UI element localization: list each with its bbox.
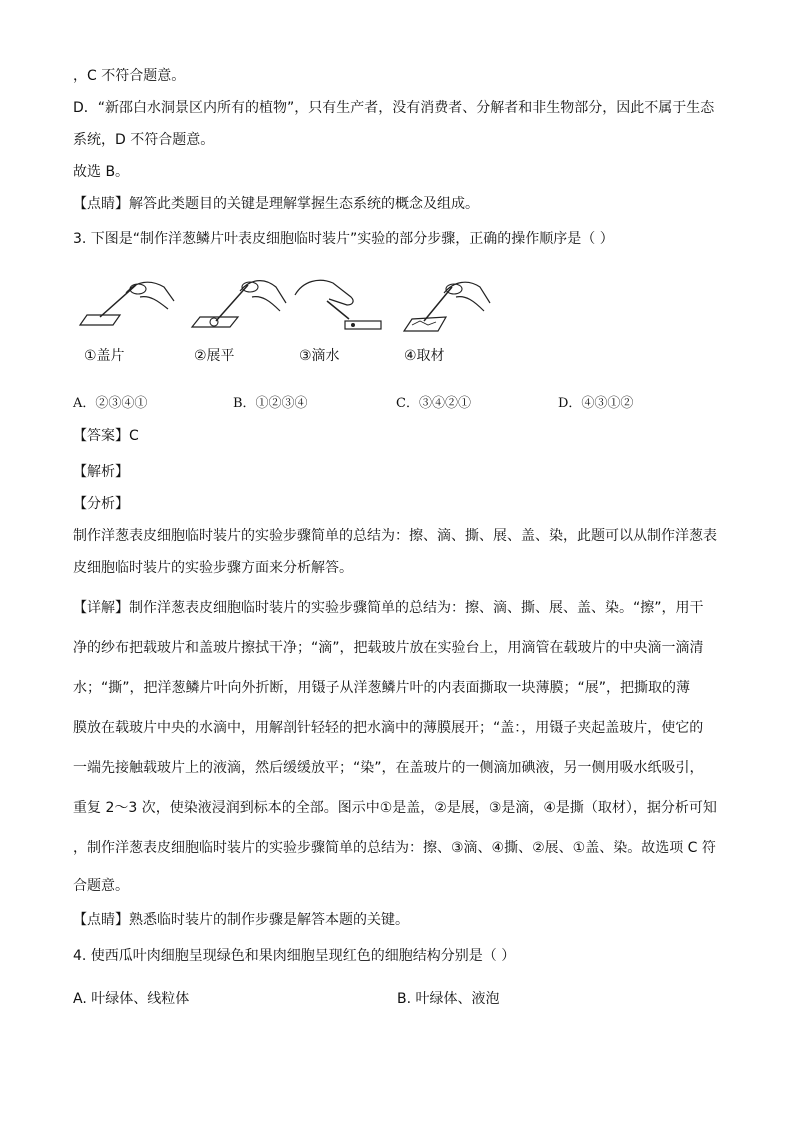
note-line: 【点睛】熟悉临时装片的制作步骤是解答本题的关键。 <box>73 912 409 928</box>
detail-line: 水；“撕”，把洋葱鳞片叶向外折断，用镊子从洋葱鳞片叶的内表面撕取一块薄膜；“展”，把撕取的薄 <box>73 680 691 696</box>
drip-water-drawing <box>293 275 393 340</box>
procedure-figure <box>78 275 498 370</box>
step-spread <box>188 275 288 370</box>
option-a: A. 叶绿体、线粒体 <box>73 991 190 1007</box>
answer-label: 【答案】C <box>73 428 139 444</box>
option-d: D．④③①② <box>558 396 634 411</box>
text-line: 故选 B。 <box>73 164 130 180</box>
text-line: D．“新邵白水洞景区内所有的植物”，只有生产者，没有消费者、分解者和非生物部分，因此不属于生态 <box>73 100 715 116</box>
detail-line: 一端先接触载玻片上的液滴，然后缓缓放平；“染”，在盖玻片的一侧滴加碘液，另一侧用吸水纸吸引， <box>73 760 704 776</box>
text-line: ，C 不符合题意。 <box>73 68 186 84</box>
take-material-drawing <box>398 275 498 340</box>
detail-line: 膜放在载玻片中央的水滴中，用解剖针轻轻的把水滴中的薄膜展开；“盖：，用镊子夹起盖玻片，使它的 <box>73 720 704 736</box>
option-c: C．③④②① <box>396 396 471 411</box>
option-b: B. 叶绿体、液泡 <box>397 991 500 1007</box>
jiexi-label: 【解析】 <box>73 464 129 480</box>
note-line: 【点睛】解答此类题目的关键是理解掌握生态系统的概念及组成。 <box>73 196 479 212</box>
analysis-line: 制作洋葱表皮细胞临时装片的实验步骤简单的总结为：擦、滴、撕、展、盖、染，此题可以从制作洋葱表 <box>73 528 717 544</box>
question-3-stem: 3. 下图是“制作洋葱鳞片叶表皮细胞临时装片”实验的部分步骤，正确的操作顺序是（ ） <box>73 231 614 247</box>
step-caption: ②展平 <box>194 348 235 364</box>
detail-line: 重复 2～3 次，使染液浸润到标本的全部。图示中①是盖，②是展，③是滴，④是撕（取材），据分析可知 <box>73 800 717 816</box>
step-caption: ③滴水 <box>299 348 340 364</box>
step-drip-water <box>293 275 393 370</box>
option-b: B．①②③④ <box>233 396 308 411</box>
step-take-material <box>398 275 498 370</box>
text-line: 系统，D 不符合题意。 <box>73 132 215 148</box>
cover-slip-drawing <box>78 275 178 340</box>
fenxi-label: 【分析】 <box>73 496 129 512</box>
question-3-options <box>73 392 733 412</box>
spread-drawing <box>188 275 288 340</box>
question-4-stem: 4. 使西瓜叶肉细胞呈现绿色和果肉细胞呈现红色的细胞结构分别是（ ） <box>73 948 516 964</box>
detail-line: ，制作洋葱表皮细胞临时装片的实验步骤简单的总结为：擦、③滴、④撕、②展、①盖、染。故选项 C 符 <box>73 840 716 856</box>
step-caption: ①盖片 <box>84 348 125 364</box>
step-cover-slip <box>78 275 178 370</box>
detail-line: 合题意。 <box>73 878 129 894</box>
detail-line: 【详解】制作洋葱表皮细胞临时装片的实验步骤简单的总结为：擦、滴、撕、展、盖、染。“擦”，用干 <box>73 600 704 616</box>
option-a: A．②③④① <box>73 396 148 411</box>
analysis-line: 皮细胞临时装片的实验步骤方面来分析解答。 <box>73 560 353 576</box>
step-caption: ④取材 <box>404 348 445 364</box>
detail-line: 净的纱布把载玻片和盖玻片擦拭干净；“滴”，把载玻片放在实验台上，用滴管在载玻片的中央滴一滴清 <box>73 640 704 656</box>
